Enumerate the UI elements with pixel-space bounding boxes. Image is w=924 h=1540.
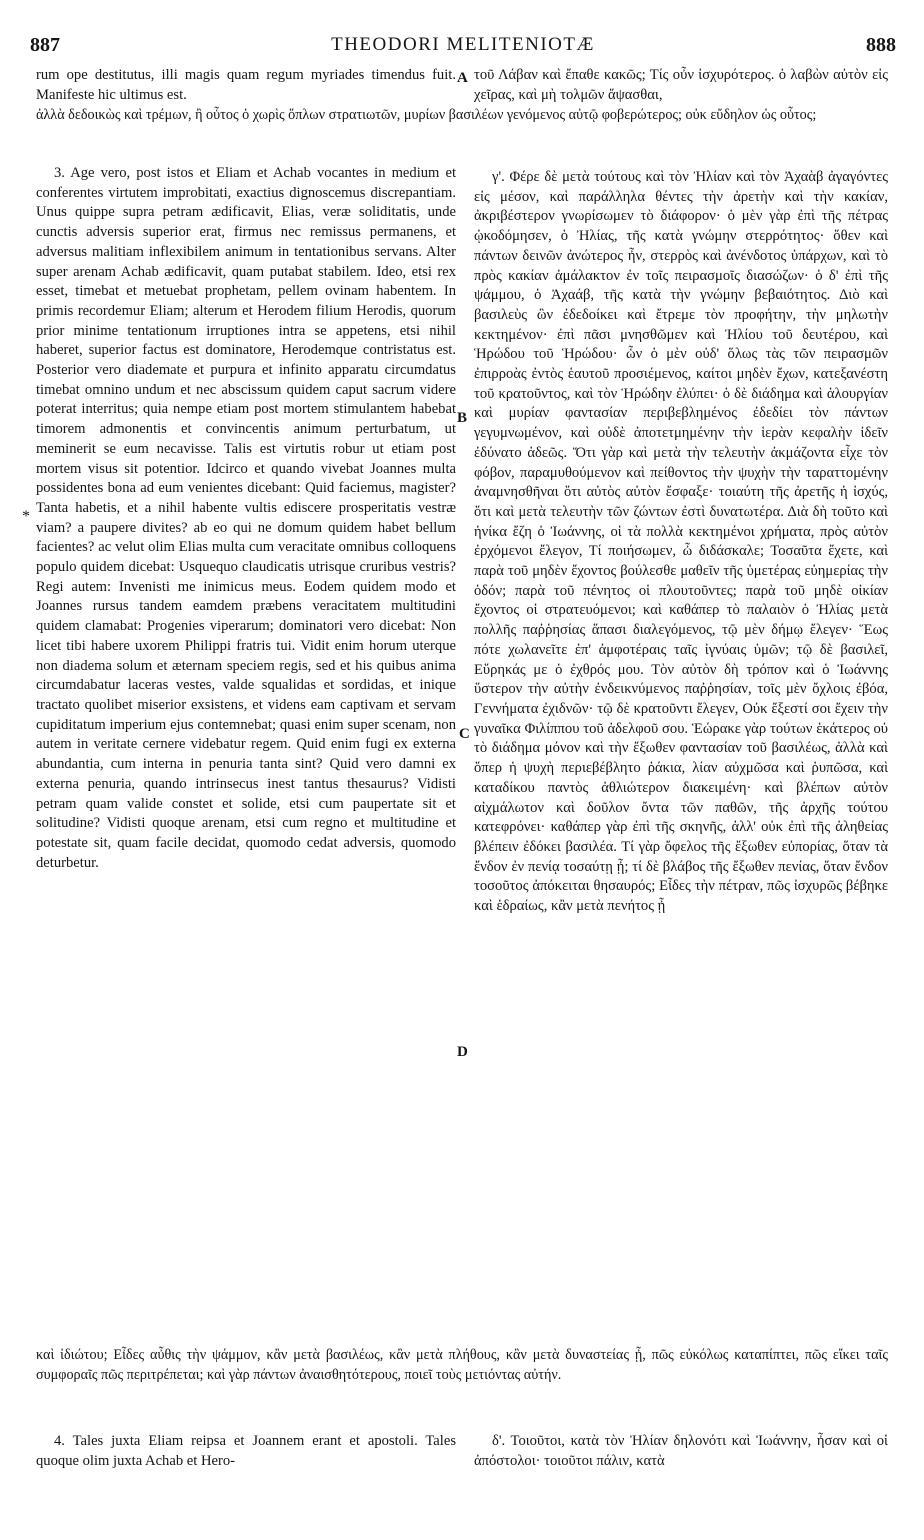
section-marker-c: C <box>459 726 470 742</box>
latin-bottom-text <box>36 1432 456 1471</box>
margin-asterisk: * <box>22 508 30 525</box>
greek-full-width-paragraph: καὶ ἰδιώτου; Εἶδες αὖθις τὴν ψάμμον, κἂν μετὰ βασιλέως, κἂν μετὰ πλήθους, κἂν μετὰ δυναστείας ᾖ, πῶς εὐκόλως καταπίπτει, πῶς εἴκει ταῖς συμφοραῖς πῶς περιτρέπεται; καὶ γὰρ πάντων ἀναισθητότερους, ποιεῖ τοὺς μετιόντας αὐτήν. <box>36 1347 888 1383</box>
latin-top-text <box>36 66 456 105</box>
greek-paragraph-4: δ'. Τοιοῦτοι, κατὰ τὸν Ἠλίαν δηλονότι καὶ Ἰωάννην, ἦσαν καὶ οἱ ἀπόστολοι· τοιοῦτοι πάλιν, κατὰ <box>474 1433 888 1469</box>
running-title: THEODORI MELITENIOTÆ <box>331 34 595 55</box>
running-header <box>30 34 896 60</box>
page-number-left: 887 <box>30 34 60 56</box>
greek-spanning-paragraph: ἀλλὰ δεδοικὼς καὶ τρέμων, ἢ οὗτος ὁ χωρὶς ὅπλων στρατιωτῶν, μυρίων βασιλέων γενόμενος αὐτῷ φοβερώτερος; οὐκ εὔδηλον ὡς οὗτος; <box>36 107 817 123</box>
latin-paragraph-3: 3. Age vero, post istos et Eliam et Achab vocantes in medium et conferentes virtutem improbitati, exactius dignoscemus discrepantiam. Unus quippe supra petram ædificavit, Elias, veræ soliditatis, unde cunctis adversis superior erat, firmus nec remissus permanens, et adversus malitiam inflexibilem animum in tentationibus servans. Alter super arenam Achab ædificavit, quam putabat stabilem. Ideo, etsi rex esset, timebat et metuebat prophetam, pellem ovinam habentem. In primis recordemur Eliam; alterum et Herodem filium Herodis, quorum prior minime tentationum irruptiones intra se appetens, etsi nihil haberet, superior factus est dominatore, Herodemque contristatus est. Posterior vero diademate et purpura et infinito apparatu circumdatus timebat omnino undum et nec abscissum quidem caput sacrum videre poterat interritus; quia nempe etiam post mortem stimulantem habebat timorem admonentis et convincentis animum perturbatum, ut meminerit se eum necavisse. Talis est virtutis robur ut etiam post mortem visus sit potentior. Idcirco et quando vivebat Joannes multa possidentes bona ad eum venientes dicebant: Quid faciemus, magister? Tanta habetis, et a nihil habente vultis ediscere prosperitatis vestræ viam? a paupere divites? ab eo qui ne domum quidem habet bellum facientes? ac velut olim Elias multa cum veracitate omnibus colloquens populo quidem dicebat: Usquequo claudicatis utrisque cruribus vestris? Regi autem: Invenisti me inimicus meus. Eodem quidem modo et Joannes rursus tandem eamdem præbens veracitatem multitudini quidem clamabat: Progenies viperarum; dominatori vero dicebat: Non licet tibi habere uxorem Philippi fratris tui. Vidit enim horum uterque non diadema solum et æternam speciem regis, sed et his quibus anima circumdabatur laceras vestes, valde squalidas et sordidas, et inique tractato quolibet miserior exsistens, et videns eam captivam et servam cupiditatum imperium ejus contemnebat; quasi enim super scenam, non autem in veritate cernere videbatur regem. Quid enim fugi ex externa abundantia, cum interna in penuria tanta sint? Quid vero damni ex externa penuria, quando intrinsecus inest tantus thesaurus? Vidisti petram quam valide constet et solide, etsi cum paupertate sit et solitudine? Vidisti quoque arenam, etsi cum regno et multitudine et potestate sit, quam facile decidat, quomodo cedat adversis, quomodo deturbetur. <box>36 165 456 871</box>
latin-paragraph-4: 4. Tales juxta Eliam reipsa et Joannem erant et apostoli. Tales quoque olim juxta Achab et Hero- <box>36 1433 456 1469</box>
latin-column <box>36 164 456 873</box>
greek-spanning-text <box>36 106 888 126</box>
greek-full-width-text <box>36 1346 888 1385</box>
greek-top-paragraph: τοῦ Λάβαν καὶ ἔπαθε κακῶς; Τίς οὖν ἰσχυρότερος. ὁ λαβὼν αὐτὸν εἰς χεῖρας, καὶ μὴ τολμῶν ἅψασθαι, <box>474 67 888 103</box>
greek-paragraph-3: γ'. Φέρε δὲ μετὰ τούτους καὶ τὸν Ἠλίαν καὶ τὸν Ἀχαὰβ ἀγαγόντες εἰς μέσον, καὶ παράλληλα θέντες τὴν ἀρετὴν καὶ τὴν κακίαν, ἀκριβέστερον γνωρίσωμεν τὸ διάφορον· ὁ μὲν γὰρ ἐπὶ τῆς πέτρας ᾠκοδόμησεν, ὁ Ἠλίας, τῆς κατὰ γνώμην στερρότητος· ὅθεν καὶ πάντων δεινῶν ἀνώτερος ἦν, στερρὸς καὶ ἀνένδοτος ὑπάρχων, καὶ τὸ πρὸς κακίαν ἀμάλακτον ἐν τοῖς πειρασμοῖς διασώζων· ὁ δ' ἐπὶ τῆς ψάμμου, ὁ Ἀχαάβ, τῆς κατὰ τὴν γνώμην βεβαιότητος. Διὸ καὶ βασιλεὺς ὢν ἐδεδοίκει καὶ ἔτρεμε τὸν προφήτην, τὴν μηλωτὴν κεκτημένον· ἐπὶ πᾶσι μνησθῶμεν καὶ Ἠλίου τοῦ δευτέρου, καὶ Ἡρώδου τοῦ Ἡρώδου· ὧν ὁ μὲν οὐδ' ὅλως τὰς τῶν πειρασμῶν ἐπιρροὰς ἐντὸς ἑαυτοῦ προσιέμενος, καίτοι μηδὲν ἔχων, κατεξανέστη τοῦ κρατοῦντος, καὶ τὸν Ἡρώδην ἐλύπει· ὁ δὲ διάδημα καὶ ἁλουργίαν καὶ μυρίαν φαντασίαν περιβεβλημένος ἐδεδίει τὸν πάντων γεγυμνωμένον, καὶ οὐδὲ ἀποτετμημένην τὴν ἱερὰν κεφαλὴν ἰδεῖν ἐδύνατο ἀδεῶς. Ὅτι γὰρ καὶ μετὰ τὴν τελευτὴν ἀκμάζοντα εἶχε τὸν φόβον, παραμυθούμενον καὶ πείθοντος τὴν ψυχὴν τὴν ταραττομένην ἀναμνησθῆναι ὅτι αὐτὸς αὐτὸν ἔσφαξε· τοιαύτη τῆς ἀρετῆς ἡ ἰσχύς, ὅτι καὶ μετὰ τελευτὴν τῶν ζώντων ἐστὶ δυνατωτέρα. Διὰ δὴ τοῦτο καὶ ἡνίκα ἔζη ὁ Ἰωάννης, οἱ τὰ πολλὰ κεκτημένοι χρήματα, πρὸς αὐτὸν ἐρχόμενοι ἔλεγον, Τί ποιήσωμεν, ὦ διδάσκαλε; Τοσαῦτα ἔχετε, καὶ παρὰ τοῦ μηδὲν ἔχοντος βούλεσθε μαθεῖν τῆς ὑμετέρας εὐημερίας τὴν ὁδόν; παρὰ τοῦ πένητος οἱ πλουτοῦντες; παρὰ τοῦ μηδὲ οἰκίαν ἔχοντος οἱ στρατευόμενοι; καὶ καθάπερ τὸ παλαιὸν ὁ Ἠλίας μετὰ πολλῆς παῤῥησίας ἅπασι διαλεγόμενος, τῷ μὲν δήμῳ ἔλεγεν· Ἕως πότε χωλανεῖτε ἐπ' ἀμφοτέραις ταῖς ἰγνύαις ὑμῶν; τῷ δὲ βασιλεῖ, Εὕρηκάς με ὁ ἐχθρός μου. Τὸν αὐτὸν δὴ τρόπον καὶ ὁ Ἰωάννης ὕστερον τὴν αὐτὴν ἐνδεικνύμενος παῤῥησίαν, τοῖς μὲν ὄχλοις ἐβόα, Γεννήματα ἐχιδνῶν· τῷ δὲ κρατοῦντι ἔλεγεν, Οὐκ ἔξεστί σοι ἔχειν τὴν γυναῖκα Φιλίππου τοῦ ἀδελφοῦ σου. Ἑώρακε γὰρ τούτων ἑκάτερος οὐ τὸ διάδημα μόνον καὶ τὴν ἔξωθεν φαντασίαν τοῦ βασιλέως, ἀλλὰ καὶ ὅπερ ἡ ψυχὴ περιεβέβλητο ῥάκια, λίαν αὐχμῶσα καὶ ῥυπῶσα, καὶ καταδίκου παντὸς ἀθλιώτερον διακειμένη· καὶ βλέπων αὐτὸν αἰχμάλωτον καὶ δοῦλον ὄντα τῶν παθῶν, τῆς ἀρχῆς τούτου κατεφρόνει· καθάπερ γὰρ ἐπὶ τῆς σκηνῆς, ἀλλ' οὐκ ἐπὶ τῆς ἀληθείας βλέπειν ἐδόκει βασιλέα. Τί γὰρ ὄφελος τῆς ἔξωθεν εὐπορίας, ὅταν τὰ ἔνδον ἐν πενίᾳ τοσαύτῃ ᾖ; τί δὲ βλάβος τῆς ἔξωθεν πενίας, ὅταν ἔνδον τοσοῦτος ἀπόκειται θησαυρός; Εἶδες τὴν πέτραν, πῶς ἰσχυρῶς βέβηκε καὶ ἑδραίως, κἂν μετὰ πενήτος ᾖ <box>474 169 888 915</box>
greek-column <box>474 168 888 917</box>
greek-top-text <box>474 66 888 105</box>
section-marker-a: A <box>457 70 468 86</box>
page-number-right: 888 <box>866 34 896 56</box>
greek-bottom-text <box>474 1432 888 1471</box>
section-marker-d: D <box>457 1044 468 1060</box>
section-marker-b: B <box>457 410 468 426</box>
latin-top-paragraph: rum ope destitutus, illi magis quam regum myriades timendus fuit. Manifeste hic ultimus est. <box>36 67 456 103</box>
